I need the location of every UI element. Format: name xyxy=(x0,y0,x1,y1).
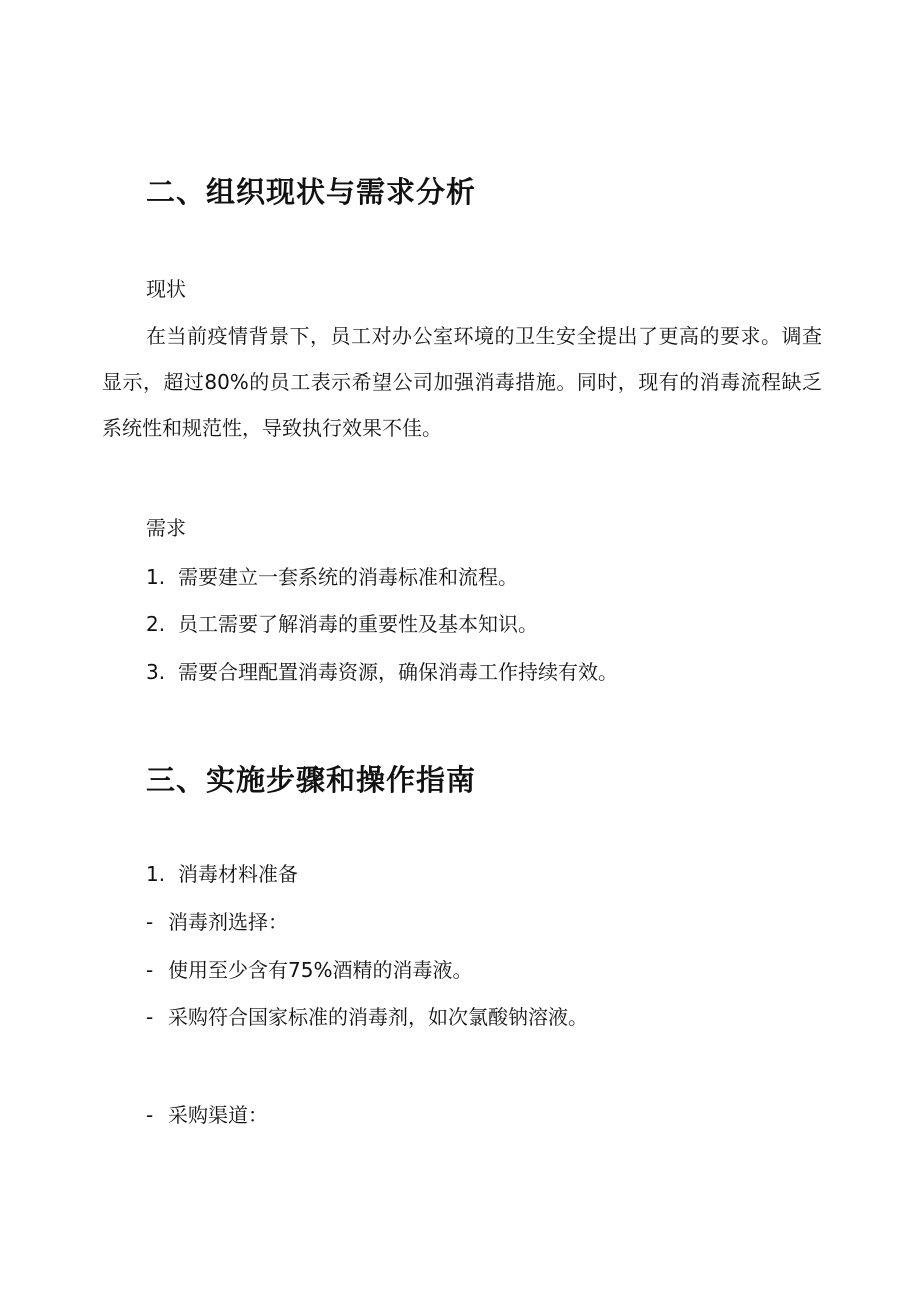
needs-item-3-number: 3. xyxy=(146,660,166,684)
needs-item-1 xyxy=(146,561,518,590)
bullet-1-dash: - xyxy=(146,910,154,934)
needs-item-1-number: 1. xyxy=(146,565,166,589)
needs-item-2-text: 员工需要了解消毒的重要性及基本知识。 xyxy=(178,612,538,636)
bullet-4 xyxy=(146,1099,268,1128)
bullet-1-text: 消毒剂选择： xyxy=(168,910,288,934)
bullet-2-text: 使用至少含有75%酒精的消毒液。 xyxy=(168,958,473,982)
bullet-3-text: 采购符合国家标准的消毒剂，如次氯酸钠溶液。 xyxy=(168,1005,588,1029)
needs-item-3 xyxy=(146,656,618,685)
step-1-text: 消毒材料准备 xyxy=(178,862,298,886)
section-2-heading: 二、组织现状与需求分析 xyxy=(146,175,477,209)
status-label: 现状 xyxy=(146,277,186,301)
needs-label: 需求 xyxy=(146,516,186,540)
needs-item-2-number: 2. xyxy=(146,612,166,636)
bullet-3-dash: - xyxy=(146,1005,154,1029)
bullet-2-dash: - xyxy=(146,958,154,982)
section-3-heading: 三、实施步骤和操作指南 xyxy=(146,763,477,797)
step-1 xyxy=(146,858,298,887)
bullet-1 xyxy=(146,906,288,935)
needs-item-2 xyxy=(146,608,538,637)
needs-item-3-text: 需要合理配置消毒资源，确保消毒工作持续有效。 xyxy=(178,660,618,684)
bullet-2 xyxy=(146,954,472,983)
step-1-number: 1. xyxy=(146,862,166,886)
bullet-4-dash: - xyxy=(146,1103,154,1127)
needs-item-1-text: 需要建立一套系统的消毒标准和流程。 xyxy=(178,565,518,589)
bullet-3 xyxy=(146,1001,588,1030)
status-paragraph: 在当前疫情背景下，员工对办公室环境的卫生安全提出了更高的要求。调查显示，超过80%的员工表示希望公司加强消毒措施。同时，现有的消毒流程缺乏系统性和规范性，导致执行效果不佳。 xyxy=(102,324,822,440)
bullet-4-text: 采购渠道： xyxy=(168,1103,268,1127)
